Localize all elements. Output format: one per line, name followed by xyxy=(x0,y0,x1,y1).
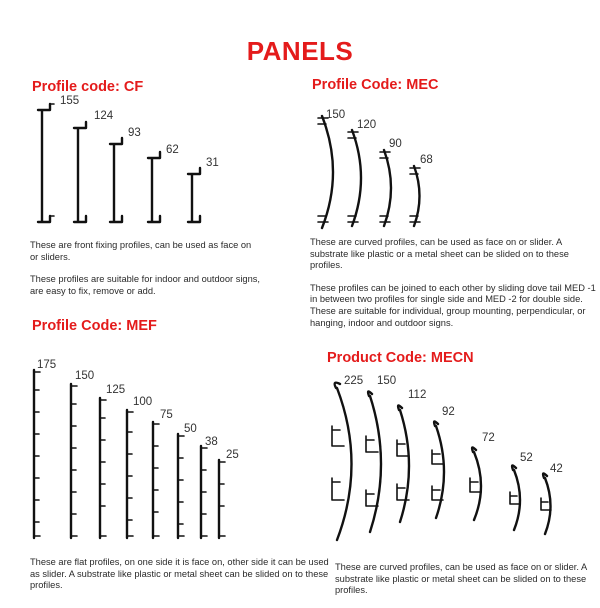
cf-profile-124 xyxy=(74,122,86,222)
mef-profile-75 xyxy=(153,422,159,538)
cf-profile-code: Profile code: CF xyxy=(32,79,144,95)
cf-description-line-1: These are front fixing profiles, can be used as face on or sliders. xyxy=(30,240,252,262)
mec-profile-90 xyxy=(380,150,391,226)
mec-profile-68 xyxy=(410,166,420,226)
mef-size-100: 100 xyxy=(133,396,153,408)
mecn-size-112: 112 xyxy=(408,389,427,401)
mec-size-150: 150 xyxy=(326,109,346,121)
mecn-description-line-1: These are curved profiles, can be used as face on or slider. A substrate like plastic or metal sheet can be slided on to these profiles. xyxy=(335,562,587,596)
mec-size-90: 90 xyxy=(389,138,402,150)
mef-size-75: 75 xyxy=(160,409,173,421)
cf-profile-155 xyxy=(38,104,54,222)
mef-profile-38 xyxy=(201,446,207,538)
cf-profile-62 xyxy=(148,152,160,222)
mecn-profile-92 xyxy=(432,421,444,518)
mec-profile-120 xyxy=(348,130,361,226)
mef-size-150: 150 xyxy=(75,370,95,382)
mecn-profile-52 xyxy=(510,465,520,530)
cf-size-155: 155 xyxy=(60,95,80,107)
mec-profile-code: Profile Code: MEC xyxy=(312,77,439,93)
mef-size-38: 38 xyxy=(205,436,218,448)
mef-profile-100 xyxy=(127,410,133,538)
cf-size-124: 124 xyxy=(94,110,114,122)
mef-size-125: 125 xyxy=(106,384,126,396)
mecn-size-92: 92 xyxy=(442,406,455,418)
cf-profile-93 xyxy=(110,138,122,222)
cf-size-31: 31 xyxy=(206,157,219,169)
mef-profile-code: Profile Code: MEF xyxy=(32,318,157,334)
mecn-size-72: 72 xyxy=(482,432,495,444)
mecn-profile-150 xyxy=(366,391,381,532)
mef-profile-175 xyxy=(34,370,40,538)
mecn-product-code: Product Code: MECN xyxy=(327,350,474,366)
cf-description-line-2: These profiles are suitable for indoor and outdoor signs, are easy to fix, remove or add. xyxy=(30,274,260,296)
mecn-profile-112 xyxy=(397,405,409,522)
mef-profile-125 xyxy=(100,398,106,538)
mecn-size-52: 52 xyxy=(520,452,533,464)
page-title: PANELS xyxy=(246,36,354,66)
mecn-profile-225 xyxy=(332,383,352,540)
mef-profile-25 xyxy=(219,460,225,538)
mef-size-175: 175 xyxy=(37,359,57,371)
cf-size-93: 93 xyxy=(128,127,141,139)
mecn-size-225: 225 xyxy=(344,375,364,387)
mef-size-50: 50 xyxy=(184,423,197,435)
mecn-size-42: 42 xyxy=(550,463,563,475)
mef-size-25: 25 xyxy=(226,449,239,461)
mef-profile-50 xyxy=(178,434,184,538)
mef-description-line-1: These are flat profiles, on one side it is face on, other side it can be used as slider. A substrate like plastic or metal sheet can be slided on to these profiles. xyxy=(30,557,329,591)
mecn-size-150: 150 xyxy=(377,375,397,387)
mec-description-line-1: These are curved profiles, can be used as face on or slider. A substrate like plastic or a metal sheet can be slided on to these profiles. xyxy=(310,237,569,271)
mecn-profile-72 xyxy=(470,447,481,520)
mef-profile-150 xyxy=(71,384,77,538)
mec-profile-150 xyxy=(318,116,333,228)
mec-description-line-2: These profiles can be joined to each other by sliding dove tail MED -1 in between two profiles for single side and MED -2 for double side. These are suitable for individual, group mounting, perpendicular, or hanging, indoor and outdoor signs. xyxy=(310,282,596,328)
mec-size-120: 120 xyxy=(357,119,377,131)
cf-size-62: 62 xyxy=(166,144,179,156)
mecn-profile-42 xyxy=(541,473,551,534)
mec-size-68: 68 xyxy=(420,154,433,166)
cf-profile-31 xyxy=(188,168,200,222)
